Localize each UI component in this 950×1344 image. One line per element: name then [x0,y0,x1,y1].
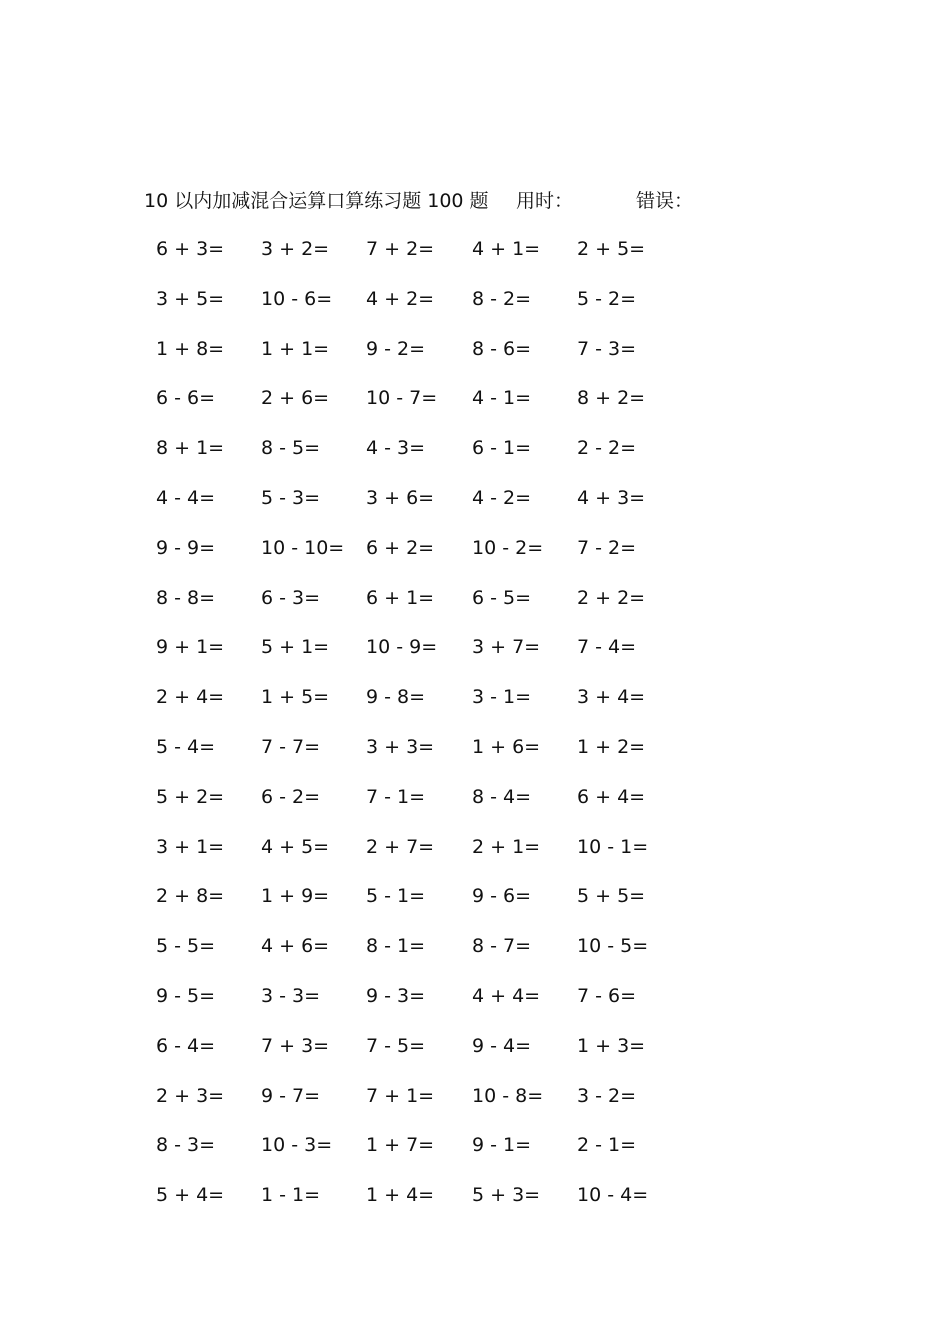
math-problem: 5 - 5= [156,935,216,958]
problem-row [150,1081,690,1131]
math-problem: 6 - 5= [472,586,532,609]
math-problem: 8 + 2= [577,387,646,410]
math-problem: 4 + 1= [472,238,541,260]
math-problem: 8 - 3= [156,1134,216,1157]
math-problem: 10 - 10= [261,536,345,559]
math-problem: 10 - 3= [261,1134,333,1157]
math-problem: 8 - 1= [366,935,426,958]
math-problem: 8 - 4= [472,785,532,808]
errors-label: 错误： [636,190,694,212]
math-problem: 5 + 5= [577,885,646,908]
problem-row [150,433,690,483]
math-problem: 4 + 6= [261,935,330,958]
math-problem: 5 - 2= [577,287,637,310]
math-problem: 3 + 7= [472,636,541,659]
math-problem: 6 - 3= [261,586,321,609]
math-problem: 2 + 8= [156,885,225,908]
math-problem: 2 - 2= [577,437,637,460]
math-problem: 4 + 3= [577,486,646,509]
problem-grid [150,234,690,1230]
math-problem: 9 + 1= [156,636,225,659]
math-problem: 10 - 6= [261,287,333,310]
math-problem: 9 - 9= [156,536,216,559]
math-problem: 3 - 2= [577,1084,637,1107]
math-problem: 1 + 1= [261,337,330,360]
math-problem: 7 - 1= [366,785,426,808]
math-problem: 9 - 1= [472,1134,532,1157]
time-used-label: 用时： [516,190,574,212]
math-problem: 1 + 4= [366,1184,435,1207]
math-problem: 2 + 3= [156,1084,225,1107]
math-problem: 7 - 6= [577,984,637,1007]
problem-row [150,334,690,384]
problem-row [150,881,690,931]
math-problem: 6 + 1= [366,586,435,609]
math-problem: 4 + 2= [366,287,435,310]
math-problem: 7 - 7= [261,735,321,758]
math-problem: 3 + 2= [261,238,330,260]
math-problem: 5 - 4= [156,735,216,758]
math-problem: 8 - 7= [472,935,532,958]
math-problem: 6 - 2= [261,785,321,808]
math-problem: 5 - 1= [366,885,426,908]
math-problem: 3 + 4= [577,686,646,709]
math-problem: 4 + 5= [261,835,330,858]
math-problem: 7 - 5= [366,1034,426,1057]
worksheet-header [144,186,764,216]
math-problem: 10 - 2= [472,536,544,559]
problem-row [150,981,690,1031]
math-problem: 6 + 3= [156,238,225,260]
math-problem: 1 + 9= [261,885,330,908]
problem-row [150,284,690,334]
math-problem: 7 + 3= [261,1034,330,1057]
math-problem: 9 - 4= [472,1034,532,1057]
math-problem: 3 + 3= [366,735,435,758]
math-problem: 9 - 7= [261,1084,321,1107]
problem-row [150,682,690,732]
math-problem: 1 + 2= [577,735,646,758]
problem-row [150,483,690,533]
math-problem: 3 + 6= [366,486,435,509]
math-problem: 10 - 8= [472,1084,544,1107]
math-problem: 7 - 3= [577,337,637,360]
math-problem: 8 - 8= [156,586,216,609]
math-problem: 7 + 2= [366,238,435,260]
math-problem: 6 - 4= [156,1034,216,1057]
math-problem: 5 + 3= [472,1184,541,1207]
math-problem: 4 - 3= [366,437,426,460]
math-problem: 10 - 9= [366,636,438,659]
math-problem: 7 - 2= [577,536,637,559]
math-problem: 6 + 4= [577,785,646,808]
math-problem: 3 - 3= [261,984,321,1007]
math-problem: 4 - 1= [472,387,532,410]
problem-row [150,732,690,782]
problem-row [150,383,690,433]
math-problem: 7 + 1= [366,1084,435,1107]
math-problem: 3 + 5= [156,287,225,310]
math-problem: 2 + 7= [366,835,435,858]
math-problem: 9 - 8= [366,686,426,709]
math-problem: 2 - 1= [577,1134,637,1157]
problem-row [150,832,690,882]
math-problem: 1 + 6= [472,735,541,758]
math-problem: 6 - 6= [156,387,216,410]
math-problem: 1 + 5= [261,686,330,709]
math-problem: 9 - 3= [366,984,426,1007]
math-problem: 5 + 1= [261,636,330,659]
math-problem: 8 + 1= [156,437,225,460]
worksheet-title: 10 以内加减混合运算口算练习题 100 题 [144,190,489,212]
math-problem: 2 + 4= [156,686,225,709]
math-problem: 5 - 3= [261,486,321,509]
math-problem: 4 - 4= [156,486,216,509]
problem-row [150,533,690,583]
math-problem: 10 - 5= [577,935,649,958]
math-problem: 2 + 6= [261,387,330,410]
math-problem: 9 - 5= [156,984,216,1007]
math-problem: 10 - 4= [577,1184,649,1207]
math-problem: 10 - 1= [577,835,649,858]
problem-row [150,1180,690,1230]
problem-row [150,1031,690,1081]
math-problem: 1 + 8= [156,337,225,360]
math-problem: 2 + 1= [472,835,541,858]
math-problem: 1 - 1= [261,1184,321,1207]
math-problem: 1 + 7= [366,1134,435,1157]
math-problem: 3 + 1= [156,835,225,858]
problem-row [150,583,690,633]
problem-row [150,632,690,682]
problem-row [150,234,690,284]
math-problem: 7 - 4= [577,636,637,659]
math-problem: 8 - 2= [472,287,532,310]
math-problem: 9 - 2= [366,337,426,360]
problem-row [150,1130,690,1180]
math-problem: 6 + 2= [366,536,435,559]
math-problem: 3 - 1= [472,686,532,709]
math-problem: 8 - 6= [472,337,532,360]
problem-row [150,931,690,981]
math-problem: 8 - 5= [261,437,321,460]
math-problem: 5 + 4= [156,1184,225,1207]
math-problem: 4 - 2= [472,486,532,509]
math-problem: 4 + 4= [472,984,541,1007]
problem-row [150,782,690,832]
math-problem: 1 + 3= [577,1034,646,1057]
math-problem: 2 + 5= [577,238,646,260]
math-problem: 10 - 7= [366,387,438,410]
math-problem: 9 - 6= [472,885,532,908]
math-problem: 6 - 1= [472,437,532,460]
math-problem: 5 + 2= [156,785,225,808]
math-problem: 2 + 2= [577,586,646,609]
